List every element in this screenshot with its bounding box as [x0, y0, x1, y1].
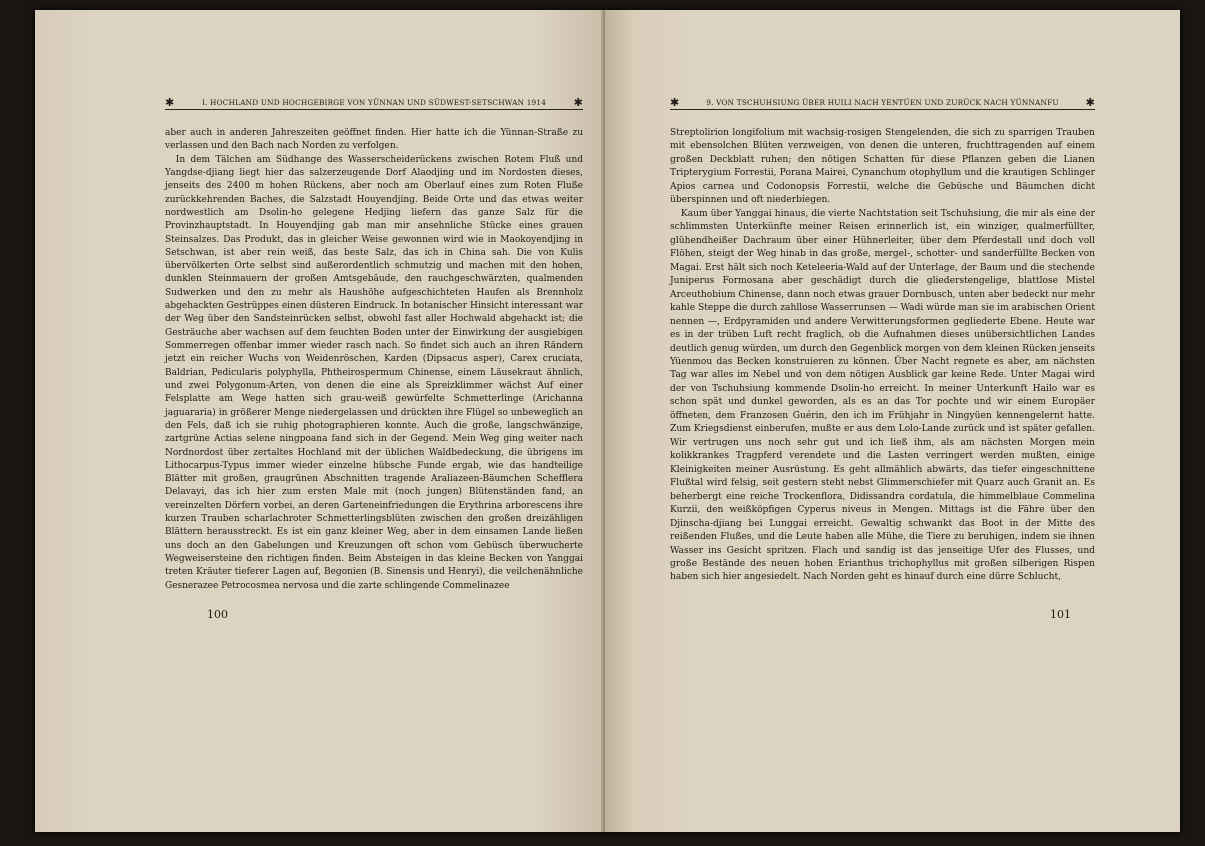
right-body-text [670, 127, 1095, 585]
star-ornament-icon: ✱ [670, 95, 680, 109]
page-number: 101 [1050, 608, 1071, 621]
right-running-header [670, 95, 1095, 110]
paragraph: Streptolirion longifolium mit wachsig-rosigen Stengelenden, die sich zu sparrigen Trauben mit ebensolchen Blüten verzweigen, von denen die unteren, fruchttragenden auf einem großen Deckblatt ruhen; den nötigen Schatten für diese Pflanzen geben die Lianen Tripterygium Forrestii, Porana Mairei, Cynanchum otophyllum und die krautigen Schlinger Apios carnea und Codonopsis Forrestii, welche die Gebüsche und Bäumchen dicht überspinnen und oft niederbiegen. [670, 128, 1095, 206]
book-spread [35, 10, 1180, 832]
left-running-header [165, 95, 583, 110]
paragraph: Kaum über Yanggai hinaus, die vierte Nachtstation seit Tschuhsiung, die mir als eine der schlimmsten Unterkünfte meiner Reisen erinnerlich ist, ein winziger, qualmerfüllter, glühendheißer Dachraum über einer Hühnerleiter, über dem Pferdestall und doch voll Flöhen, steigt der Weg hinab in das große, mergel-, schotter- und sanderfüllte Becken von Magai. Erst hält sich noch Keteleeria-Wald auf der Unterlage, der Baum und die stechende Juniperus Formosana aber geschädigt durch die gliederstengelige, blattlose Mistel Arceuthobium Chinense, dann noch etwas grauer Dornbusch, unten aber bedeckt nur mehr kahle Steppe die durch zahllose Wasserrunsen — Wadi würde man sie im arabischen Orient nennen —, Erdpyramiden und andere Verwitterungsformen gegliederte Ebene. Heute war es in der trüben Luft recht fraglich, ob die Aufnahmen dieses unübersichtlichen Landes deutlich genug würden, um durch den Gegenblick morgen von dem kleinen Rücken jenseits Yüenmou das Becken konstruieren zu können. Über Nacht regnete es aber, am nächsten Tag war alles im Nebel und von dem nötigen Ausblick gar keine Rede. Unter Magai wird der von Tschuhsiung kommende Dsolin-ho erreicht. In meiner Unterkunft Hailo war es schon spät und dunkel geworden, als es an das Tor pochte und wir einem Europäer öffneten, dem Franzosen Guérin, den ich im Frühjahr in Ningyüen kennengelernt hatte. Zum Kriegsdienst einberufen, mußte er aus dem Lolo-Lande zurück und ist später gefallen. Wir vertrugen uns noch sehr gut und ich ließ ihm, als am nächsten Morgen mein kolikkrankes Tragpferd verendete und die Lasten verringert werden mußten, einige Kleinigkeiten meiner Ausrüstung. Es geht allmählich abwärts, das tiefer eingeschnittene Flußtal wird felsig, seit gestern steht nebst Glimmerschiefer mit Quarz auch Granit an. Es beherbergt eine reiche Trockenflora, Didissandra cordatula, die himmelblaue Commelina Kurzii, den weißköpfigen Cyperus niveus in Mengen. Mittags ist die Fähre über den Djinscha-djiang bei Lunggai erreicht. Gewaltig schwankt das Boot in der Mitte des reißenden Flußes, und die Leute haben alle Mühe, die Tiere zu beruhigen, indem sie ihnen Wasser ins Gesicht spritzen. Flach und sandig ist das jenseitige Ufer des Flusses, und große Bestände des neuen hohen Erianthus trichophyllus mit großen silberigen Rispen haben sich hier angesiedelt. Nach Norden geht es hinauf durch eine dürre Schlucht, [670, 208, 1095, 583]
page-number: 100 [207, 608, 228, 621]
paragraph: aber auch in anderen Jahreszeiten geöffnet finden. Hier hatte ich die Yünnan-Straße zu verlassen und den Bach nach Norden zu verfolgen. [165, 128, 583, 152]
paragraph: In dem Tälchen am Südhange des Wasserscheiderückens zwischen Rotem Fluß und Yangdse-djiang liegt hier das salzerzeugende Dorf Alaodjing und im Nordosten dieses, jenseits des 2400 m hohen Rückens, aber noch am Oberlauf eines zum Roten Fluße zurückkehrenden Baches, die Salzstadt Houyendjing. Beide Orte und das etwas weiter nordwestlich am Dsolin-ho gelegene Hedjing liefern das ganze Salz für die Provinzhauptstadt. In Houyendjing gab man mir ansehnliche Stücke eines grauen Steinsalzes. Das Produkt, das in gleicher Weise gewonnen wird wie in Maokoyendjing in Setschwan, ist aber rein weiß, das beste Salz, das ich in China sah. Die von Kulis übervölkerten Orte selbst sind außerordentlich schmutzig und machen mit den hohen, dunklen Steinmauern der großen Amtsgebäude, den rauchgeschwärzten, qualmenden Sudwerken und den zu mehr als Haushöhe aufgeschichteten Haufen als Brennholz abgehackten Gestrüppes einen düsteren Eindruck. In botanischer Hinsicht interessant war der Weg über den Sandsteinrücken selbst, obwohl fast aller Hochwald abgehackt ist; die Gesträuche aber wachsen auf dem feuchten Boden unter der Einwirkung der ausgiebigen Sommerregen offenbar immer wieder rasch nach. So findet sich auch an ihren Rändern jetzt ein reicher Wuchs von Weidenröschen, Karden (Dipsacus asper), Carex cruciata, Baldrian, Pedicularis polyphylla, Phtheirospermum Chinense, einem Läusekraut ähnlich, und zwei Polygonum-Arten, von denen die eine als Spreizklimmer wächst Auf einer Felsplatte am Wege hatten sich grau-weiß gewürfelte Schmetterlinge (Arichanna jaguararia) in größerer Menge niedergelassen und drückten ihre Flügel so unbeweglich an den Fels, daß ich sie ruhig photographieren konnte. Auch die große, langschwänzige, zartgrüne Actias selene ningpoana fand sich in der Gegend. Mein Weg ging weiter nach Nordnordost über zertaltes Hochland mit der üblichen Waldbedeckung, die übrigens im Lithocarpus-Typus immer wieder einzelne hübsche Funde ergab, wie das handteilige Blätter mit großen, graugrünen Abschnitten tragende Araliazeen-Bäumchen Schefflera Delavayi, das ich hier zum ersten Male mit (noch jungen) Blütenständen fand, an vereinzelten Dörfern vorbei, an deren Garteneinfriedungen die Erythrina arborescens ihre kurzen Trauben scharlachroter Schmetterlingsblüten zwischen den großen dreizähligen Blättern herausstreckt. Es ist ein ganz kleiner Weg, aber in dem einsamen Lande ließen uns doch an den Gabelungen und Kreuzungen oft schon vom Gebüsch überwucherte Wegweisersteine den richtigen finden. Beim Absteigen in das kleine Becken von Yanggai treten Kräuter tieferer Lagen auf, Begonien (B. Sinensis und Henryi), die veilchenähnliche Gesnerazee Petrocosmea nervosa und die zarte schlingende Commelinazee [165, 154, 583, 591]
star-ornament-icon: ✱ [165, 95, 175, 109]
left-header-title: I. HOCHLAND UND HOCHGEBIRGE VON YÜNNAN UND SÜDWEST-SETSCHWAN 1914 [201, 97, 547, 107]
star-ornament-icon: ✱ [573, 95, 583, 109]
left-page [35, 10, 605, 832]
left-body-text [165, 127, 583, 593]
right-header-title: 9. VON TSCHUHSIUNG ÜBER HUILI NACH YENTÜEN UND ZURÜCK NACH YÜNNANFU [706, 97, 1059, 107]
star-ornament-icon: ✱ [1085, 95, 1095, 109]
right-page [605, 10, 1180, 832]
